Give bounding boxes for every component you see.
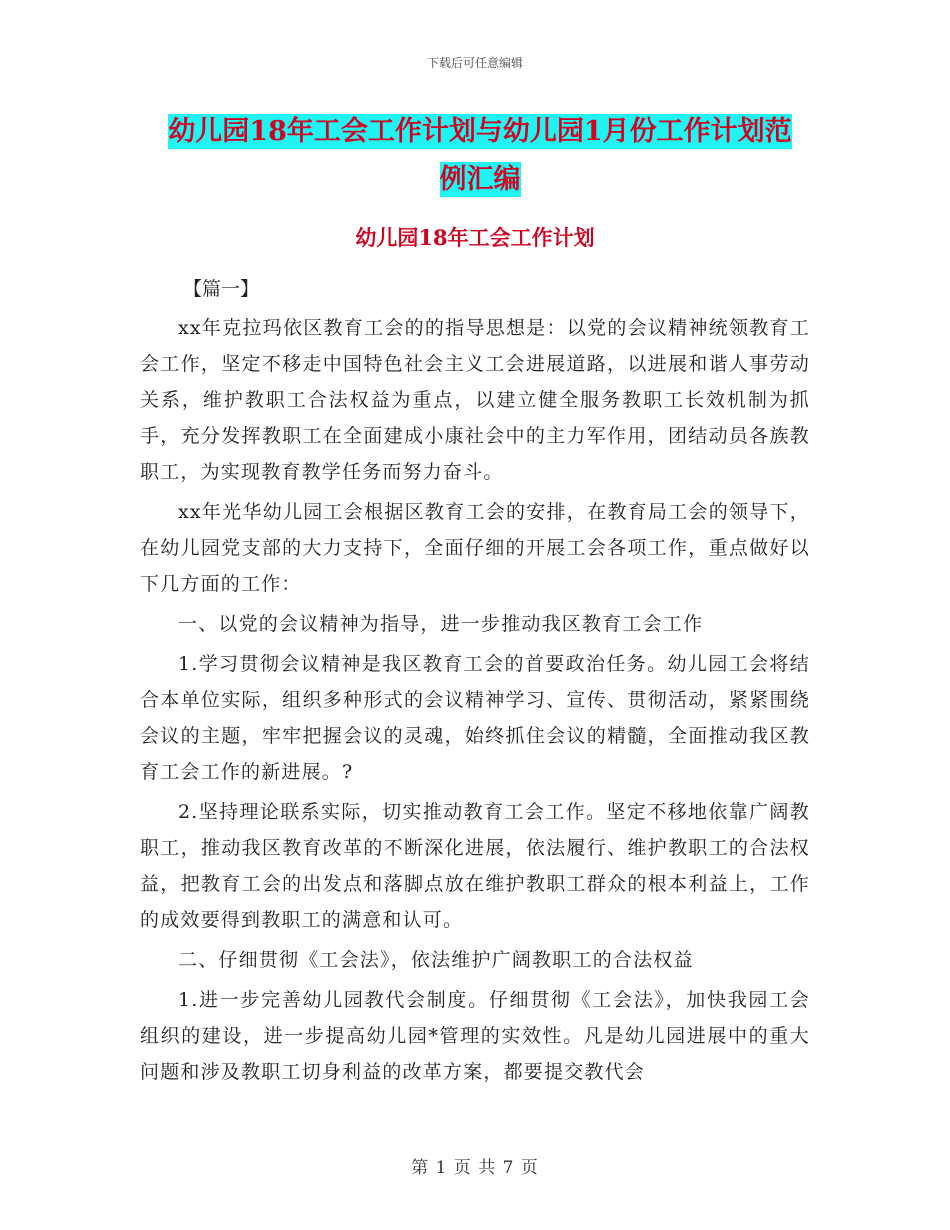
body-paragraph: xx年克拉玛依区教育工会的的指导思想是：以党的会议精神统领教育工会工作，坚定不移走中国特色社会主义工会进展道路，以进展和谐人事劳动关系，维护教职工合法权益为重点，以建立健全服务教职工长效机制为抓手，充分发挥教职工在全面建成小康社会中的主力军作用，团结动员各族教职工，为实现教育教学任务而努力奋斗。 [140, 317, 810, 483]
part-label: 【篇一】 [183, 278, 260, 300]
body-heading: 一、以党的会议精神为指导，进一步推动我区教育工会工作 [178, 613, 704, 635]
body-paragraph: 1.进一步完善幼儿园教代会制度。仔细贯彻《工会法》，加快我园工会组织的建设，进一步提高幼儿园*管理的实效性。凡是幼儿园进展中的重大问题和涉及教职工切身利益的改革方案，都要提交教代会 [140, 989, 810, 1083]
document-body [140, 310, 810, 1094]
page-number-footer: 第 1 页 共 7 页 [411, 1158, 539, 1178]
body-paragraph: 2.坚持理论联系实际，切实推动教育工会工作。坚定不移地依靠广阔教职工，推动我区教育改革的不断深化进展，依法履行、维护教职工的合法权益，把教育工会的出发点和落脚点放在维护教职工群众的根本利益上，工作的成效要得到教职工的满意和认可。 [140, 801, 810, 931]
document-title-line-1: 幼儿园18年工会工作计划与幼儿园1月份工作计划范 [168, 116, 792, 147]
body-paragraph: 1.学习贯彻会议精神是我区教育工会的首要政治任务。幼儿园工会将结合本单位实际，组织多种形式的会议精神学习、宣传、贯彻活动，紧紧围绕会议的主题，牢牢把握会议的灵魂，始终抓住会议的精髓，全面推动我区教育工会工作的新进展。? [140, 653, 810, 783]
section-title: 幼儿园18年工会工作计划 [355, 225, 595, 250]
document-title [140, 108, 820, 204]
page-header-note: 下载后可任意编辑 [426, 56, 523, 70]
body-heading: 二、仔细贯彻《工会法》，依法维护广阔教职工的合法权益 [178, 949, 694, 971]
document-title-line-2: 例汇编 [439, 164, 521, 195]
body-paragraph: xx年光华幼儿园工会根据区教育工会的安排，在教育局工会的领导下，在幼儿园党支部的大力支持下，全面仔细的开展工会各项工作，重点做好以下几方面的工作： [140, 501, 810, 595]
